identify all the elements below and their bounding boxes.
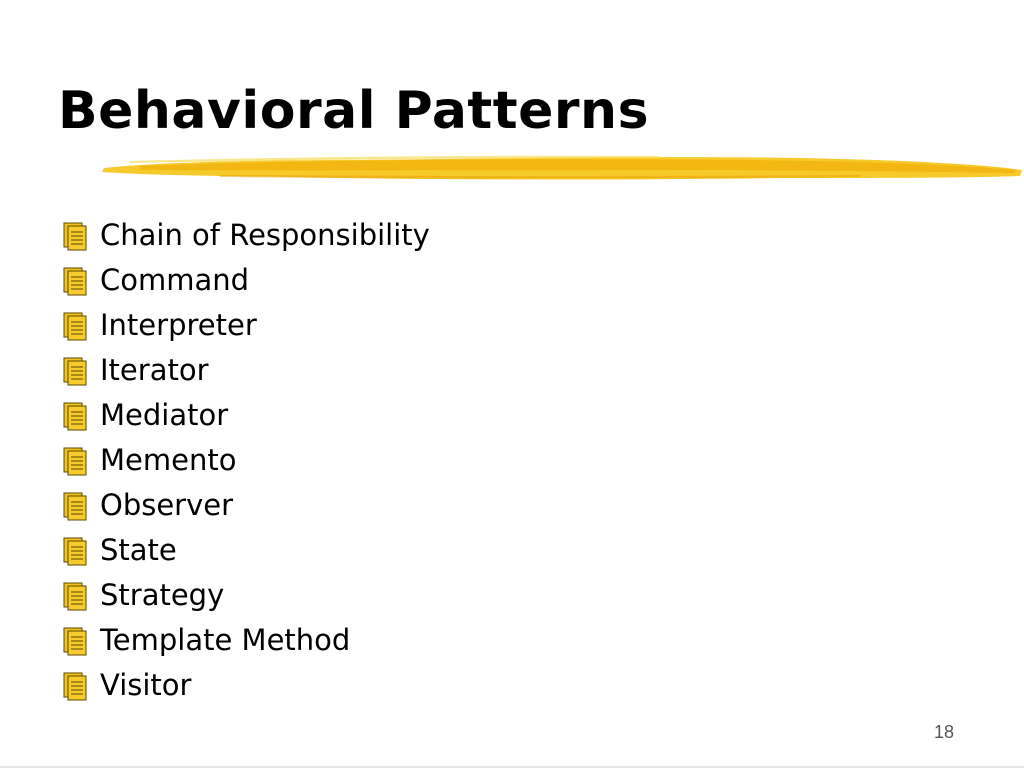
list-item-label: Observer — [100, 487, 234, 522]
list-item — [60, 572, 430, 617]
list-item — [60, 437, 430, 482]
list-item-label: Strategy — [100, 577, 225, 612]
bullet-list — [60, 212, 430, 707]
notepad-icon — [60, 534, 90, 566]
slide-title: Behavioral Patterns — [58, 81, 650, 141]
notepad-icon — [60, 219, 90, 251]
list-item-label: Chain of Responsibility — [100, 217, 430, 252]
notepad-icon — [60, 669, 90, 701]
list-item-label: Template Method — [100, 622, 351, 657]
notepad-icon — [60, 264, 90, 296]
list-item — [60, 482, 430, 527]
list-item — [60, 662, 430, 707]
list-item — [60, 527, 430, 572]
list-item-label: Visitor — [100, 667, 192, 702]
notepad-icon — [60, 444, 90, 476]
notepad-icon — [60, 489, 90, 521]
list-item-label: State — [100, 532, 177, 567]
page-number: 18 — [934, 722, 955, 742]
list-item-label: Memento — [100, 442, 237, 477]
list-item — [60, 392, 430, 437]
list-item-label: Iterator — [100, 352, 209, 387]
list-item — [60, 257, 430, 302]
notepad-icon — [60, 579, 90, 611]
list-item — [60, 302, 430, 347]
notepad-icon — [60, 309, 90, 341]
notepad-icon — [60, 399, 90, 431]
list-item — [60, 617, 430, 662]
list-item-label: Command — [100, 262, 250, 297]
list-item — [60, 212, 430, 257]
highlighter-stroke — [100, 148, 1024, 190]
list-item-label: Interpreter — [100, 307, 257, 342]
list-item-label: Mediator — [100, 397, 229, 432]
notepad-icon — [60, 624, 90, 656]
list-item — [60, 347, 430, 392]
notepad-icon — [60, 354, 90, 386]
